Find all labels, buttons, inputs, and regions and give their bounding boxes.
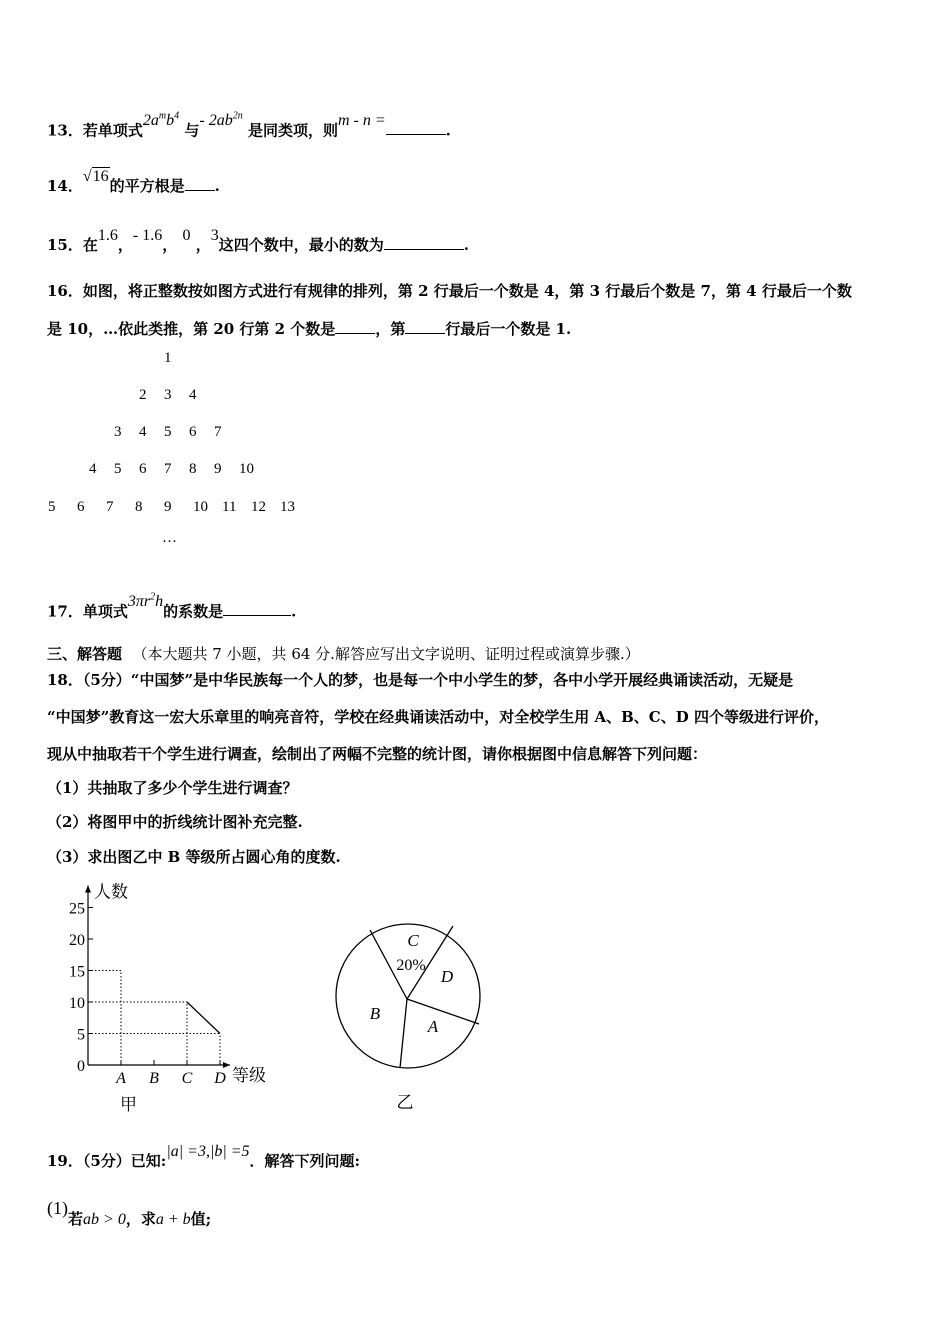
answer-blank	[405, 317, 445, 334]
series-line	[187, 1002, 220, 1034]
number-3: 3	[210, 227, 219, 244]
triangle-number: 5	[164, 424, 172, 440]
question-14: 14．√16的平方根是 .	[47, 168, 220, 195]
y-tick-label: 20	[69, 932, 85, 949]
y-tick-label: 15	[69, 963, 85, 981]
answer-blank	[384, 233, 464, 250]
triangle-number: 11	[222, 499, 237, 515]
x-tick-label: D	[214, 1070, 226, 1087]
q13-number: 13．	[47, 121, 83, 140]
x-tick-label: A	[116, 1070, 126, 1087]
number-neg-1-6: - 1.6	[132, 227, 163, 244]
triangle-number: 7	[106, 499, 114, 515]
question-16-line1: 16．如图，将正整数按如图方式进行有规律的排列，第 2 行最后一个数是 4，第 3 行最后个数是 7，第 4 行最后一个数	[47, 282, 852, 300]
line-chart-jia	[40, 870, 266, 1120]
question-18-line3: 现从中抽取若干个学生进行调查，绘制出了两幅不完整的统计图，请你根据图中信息解答下列问题：	[47, 745, 708, 763]
question-18-sub1: （1）共抽取了多少个学生进行调查？	[47, 779, 298, 797]
sqrt-16: √16	[82, 168, 109, 185]
answer-blank	[185, 174, 215, 191]
question-13: 13．若单项式$2a^mb^4$ 与- $2ab^{2n}$ 是同类项，则m - n =.	[47, 111, 451, 140]
question-17: 17．单项式$3\pi r^2h$的系数是 .	[47, 592, 297, 621]
triangle-number: 12	[251, 499, 266, 515]
pie-slice-label-b: B	[369, 1004, 381, 1023]
q13-term2: - $2ab^{2n}$	[199, 111, 243, 130]
triangle-number: 9	[214, 461, 222, 477]
y-axis-arrow	[85, 886, 91, 893]
chart-caption: 乙	[396, 1093, 414, 1112]
question-16-line2: 是 10，…依此类推，第 20 行第 2 个数是 ，第 行最后一个数是 1.	[47, 317, 571, 340]
pie-percent-label: 20%	[396, 957, 426, 974]
triangle-number: 6	[189, 424, 197, 440]
triangle-number: 8	[189, 461, 197, 477]
triangle-number: 5	[114, 461, 122, 477]
pie-slice-label-c: C	[407, 931, 419, 950]
pie-divider	[407, 999, 479, 1024]
triangle-number: 9	[164, 499, 172, 515]
y-axis-label: 人数	[94, 882, 128, 902]
x-tick-label: C	[181, 1070, 193, 1087]
triangle-number: 7	[164, 461, 172, 477]
question-18-sub2: （2）将图甲中的折线统计图补充完整.	[47, 813, 303, 831]
x-axis-arrow	[223, 1062, 230, 1068]
pie-divider	[400, 999, 407, 1068]
y-tick-label: 10	[69, 995, 85, 1012]
triangle-number: 1	[164, 350, 172, 366]
triangle-number: 2	[139, 387, 147, 403]
q19-p1-expr: a + b	[155, 1211, 191, 1228]
triangle-ellipsis: …	[162, 530, 177, 546]
question-19-part1: (1)若ab > 0，求a + b值;	[47, 1198, 212, 1228]
x-tick-label: B	[149, 1070, 159, 1087]
triangle-number: 6	[139, 461, 147, 477]
chart-caption: 甲	[120, 1095, 137, 1114]
question-18-sub3: （3）求出图乙中 B 等级所占圆心角的度数.	[47, 848, 341, 866]
pie-slice-label-a: A	[427, 1017, 439, 1036]
triangle-number: 3	[114, 424, 122, 440]
x-axis-label: 等级	[232, 1066, 266, 1085]
triangle-number: 5	[48, 499, 56, 515]
triangle-number: 6	[77, 499, 85, 515]
q19-condition: |a| =3,|b| =5	[166, 1143, 250, 1160]
answer-blank	[335, 317, 375, 334]
y-tick-label: 25	[69, 900, 85, 918]
answer-blank	[223, 599, 291, 616]
q17-term: $3\pi r^2h$	[127, 592, 164, 611]
triangle-number: 10	[239, 461, 254, 477]
question-15: 15．在1.6，- 1.6， 0 ，3这四个数中，最小的数为 .	[47, 227, 469, 254]
triangle-number: 10	[193, 499, 208, 515]
number-0: 0	[182, 227, 191, 244]
section-3-header: 三、解答题 （本大题共 7 小题，共 64 分.解答应写出文字说明、证明过程或演算步骤.）	[47, 645, 640, 663]
q13-term1: $2a^mb^4$	[142, 111, 180, 130]
pie-slice-label-d: D	[440, 967, 454, 986]
q13-expr: m - n =	[337, 112, 386, 130]
y-tick-label: 5	[77, 1026, 85, 1044]
question-18-line1: 18．（5分）“中国梦”是中华民族每一个人的梦，也是每一个中小学生的梦，各中小学开展经典诵读活动，无疑是	[47, 671, 794, 689]
triangle-number: 7	[214, 424, 222, 440]
triangle-number: 4	[139, 424, 147, 440]
answer-blank	[386, 118, 446, 135]
triangle-number: 13	[280, 499, 295, 515]
number-1-6: 1.6	[97, 227, 118, 244]
triangle-number: 4	[89, 461, 97, 477]
triangle-number: 8	[135, 499, 143, 515]
triangle-number: 3	[164, 387, 172, 403]
question-18-line2: “中国梦”教育这一宏大乐章里的响亮音符，学校在经典诵读活动中，对全校学生用 A、B、C、D 四个等级进行评价，	[47, 708, 829, 726]
pie-chart-yi	[325, 920, 495, 1120]
y-tick-label: 0	[77, 1058, 85, 1075]
question-19: 19．（5分）已知:|a| =3,|b| =5．解答下列问题:	[47, 1143, 361, 1170]
triangle-number: 4	[189, 387, 197, 403]
q19-p1-condition: ab > 0	[83, 1211, 126, 1228]
